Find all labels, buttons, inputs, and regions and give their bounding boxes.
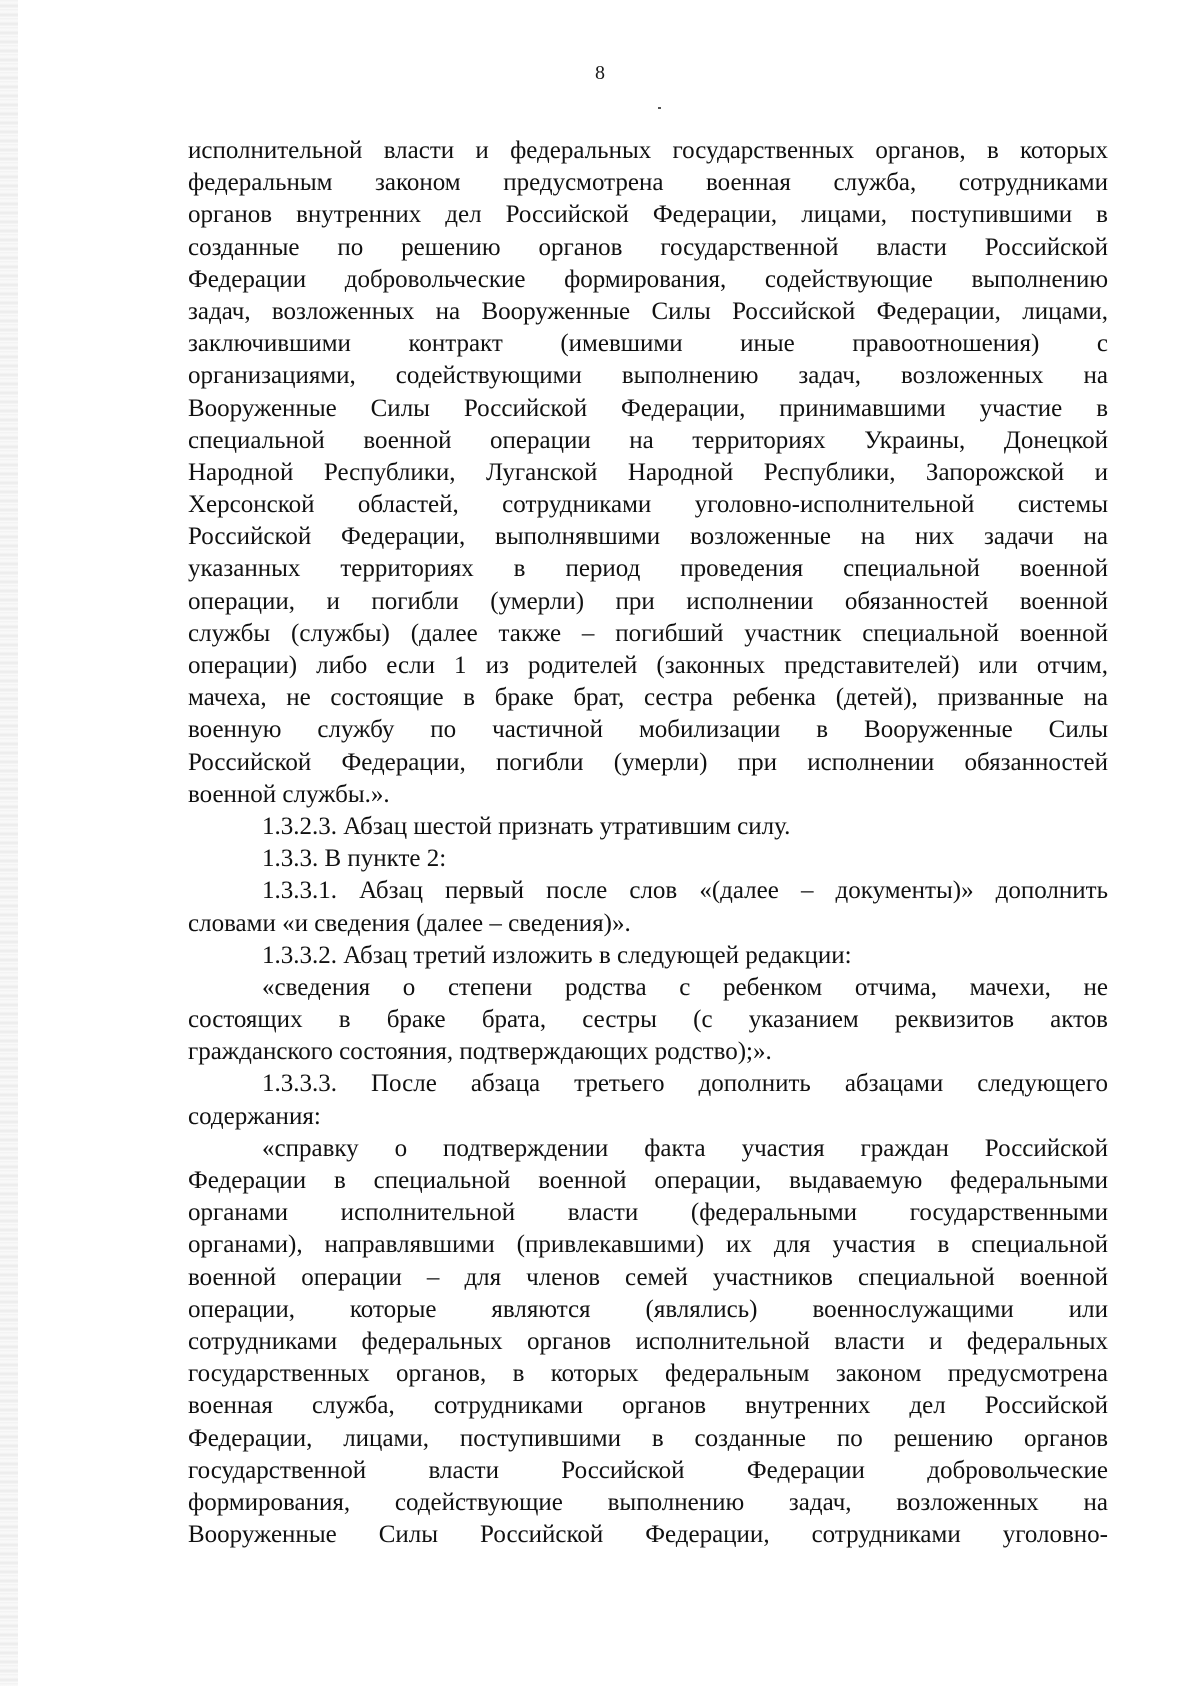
text-line: Херсонской областей, сотрудниками уголовно-исполнительной системы	[188, 491, 1108, 519]
text-line: формирования, содействующие выполнению задач, возложенных на	[188, 1488, 1108, 1516]
text-line: органов внутренних дел Российской Федерации, лицами, поступившими в	[188, 201, 1108, 229]
text-line: организациями, содействующими выполнению задач, возложенных на	[188, 362, 1108, 390]
text-line: Российской Федерации, погибли (умерли) при исполнении обязанностей	[188, 748, 1108, 776]
text-line: гражданского состояния, подтверждающих родство);».	[188, 1038, 772, 1066]
text-line: исполнительной власти и федеральных государственных органов, в которых	[188, 137, 1108, 164]
text-line: военной операции – для членов семей участников специальной военной	[188, 1263, 1108, 1291]
text-line: военную службу по частичной мобилизации в Вооруженные Силы	[188, 716, 1108, 744]
page-number: 8	[595, 62, 605, 84]
text-line: созданные по решению органов государственной власти Российской	[188, 233, 1108, 261]
text-line: операции, и погибли (умерли) при исполнении обязанностей военной	[188, 587, 1108, 615]
text-line: 1.3.3.2. Абзац третий изложить в следующей редакции:	[262, 941, 852, 969]
text-line: специальной военной операции на территориях Украины, Донецкой	[188, 426, 1108, 454]
text-line: федеральным законом предусмотрена военная служба, сотрудниками	[188, 169, 1108, 197]
text-line: Российской Федерации, выполнявшими возложенные на них задачи на	[188, 523, 1108, 551]
document-body	[188, 135, 1108, 1551]
scan-edge-decoration	[0, 0, 18, 1686]
text-line: 1.3.3. В пункте 2:	[262, 845, 447, 873]
text-line: государственных органов, в которых федеральным законом предусмотрена	[188, 1360, 1108, 1388]
text-line: государственной власти Российской Федерации добровольческие	[188, 1456, 1108, 1484]
text-line: военной службы.».	[188, 780, 390, 808]
text-line: задач, возложенных на Вооруженные Силы Российской Федерации, лицами,	[188, 297, 1108, 325]
text-line: службы (службы) (далее также – погибший участник специальной военной	[188, 619, 1108, 647]
text-line: словами «и сведения (далее – сведения)».	[188, 909, 631, 937]
text-line: «сведения о степени родства с ребенком отчима, мачехи, не	[262, 973, 1108, 1001]
text-line: 1.3.3.1. Абзац первый после слов «(далее – документы)» дополнить	[262, 877, 1108, 905]
text-line: мачеха, не состоящие в браке брат, сестра ребенка (детей), призванные на	[188, 684, 1108, 712]
text-line: органами исполнительной власти (федеральными государственными	[188, 1199, 1108, 1227]
text-line: содержания:	[188, 1102, 321, 1130]
text-line: «справку о подтверждении факта участия граждан Российской	[262, 1134, 1108, 1162]
text-line: 1.3.3.3. После абзаца третьего дополнить абзацами следующего	[262, 1070, 1108, 1098]
text-line: Вооруженные Силы Российской Федерации, принимавшими участие в	[188, 394, 1108, 422]
text-line: состоящих в браке брата, сестры (с указанием реквизитов актов	[188, 1006, 1108, 1034]
text-line: заключившими контракт (имевшими иные правоотношения) с	[188, 330, 1108, 358]
text-line: сотрудниками федеральных органов исполнительной власти и федеральных	[188, 1327, 1108, 1355]
text-line: военная служба, сотрудниками органов внутренних дел Российской	[188, 1392, 1108, 1420]
text-line: Народной Республики, Луганской Народной Республики, Запорожской и	[188, 458, 1108, 486]
scan-speck-decoration	[658, 107, 661, 109]
text-line: 1.3.2.3. Абзац шестой признать утратившим силу.	[262, 812, 791, 840]
text-line: операции, которые являются (являлись) военнослужащими или	[188, 1295, 1108, 1323]
text-line: органами), направлявшими (привлекавшими) их для участия в специальной	[188, 1231, 1108, 1259]
text-line: Федерации в специальной военной операции, выдаваемую федеральными	[188, 1167, 1108, 1194]
text-line: Федерации добровольческие формирования, содействующие выполнению	[188, 265, 1108, 293]
text-line: Вооруженные Силы Российской Федерации, сотрудниками уголовно-	[188, 1521, 1108, 1549]
text-line: указанных территориях в период проведения специальной военной	[188, 555, 1108, 583]
text-line: Федерации, лицами, поступившими в созданные по решению органов	[188, 1424, 1108, 1452]
text-line: операции) либо если 1 из родителей (законных представителей) или отчим,	[188, 652, 1108, 679]
